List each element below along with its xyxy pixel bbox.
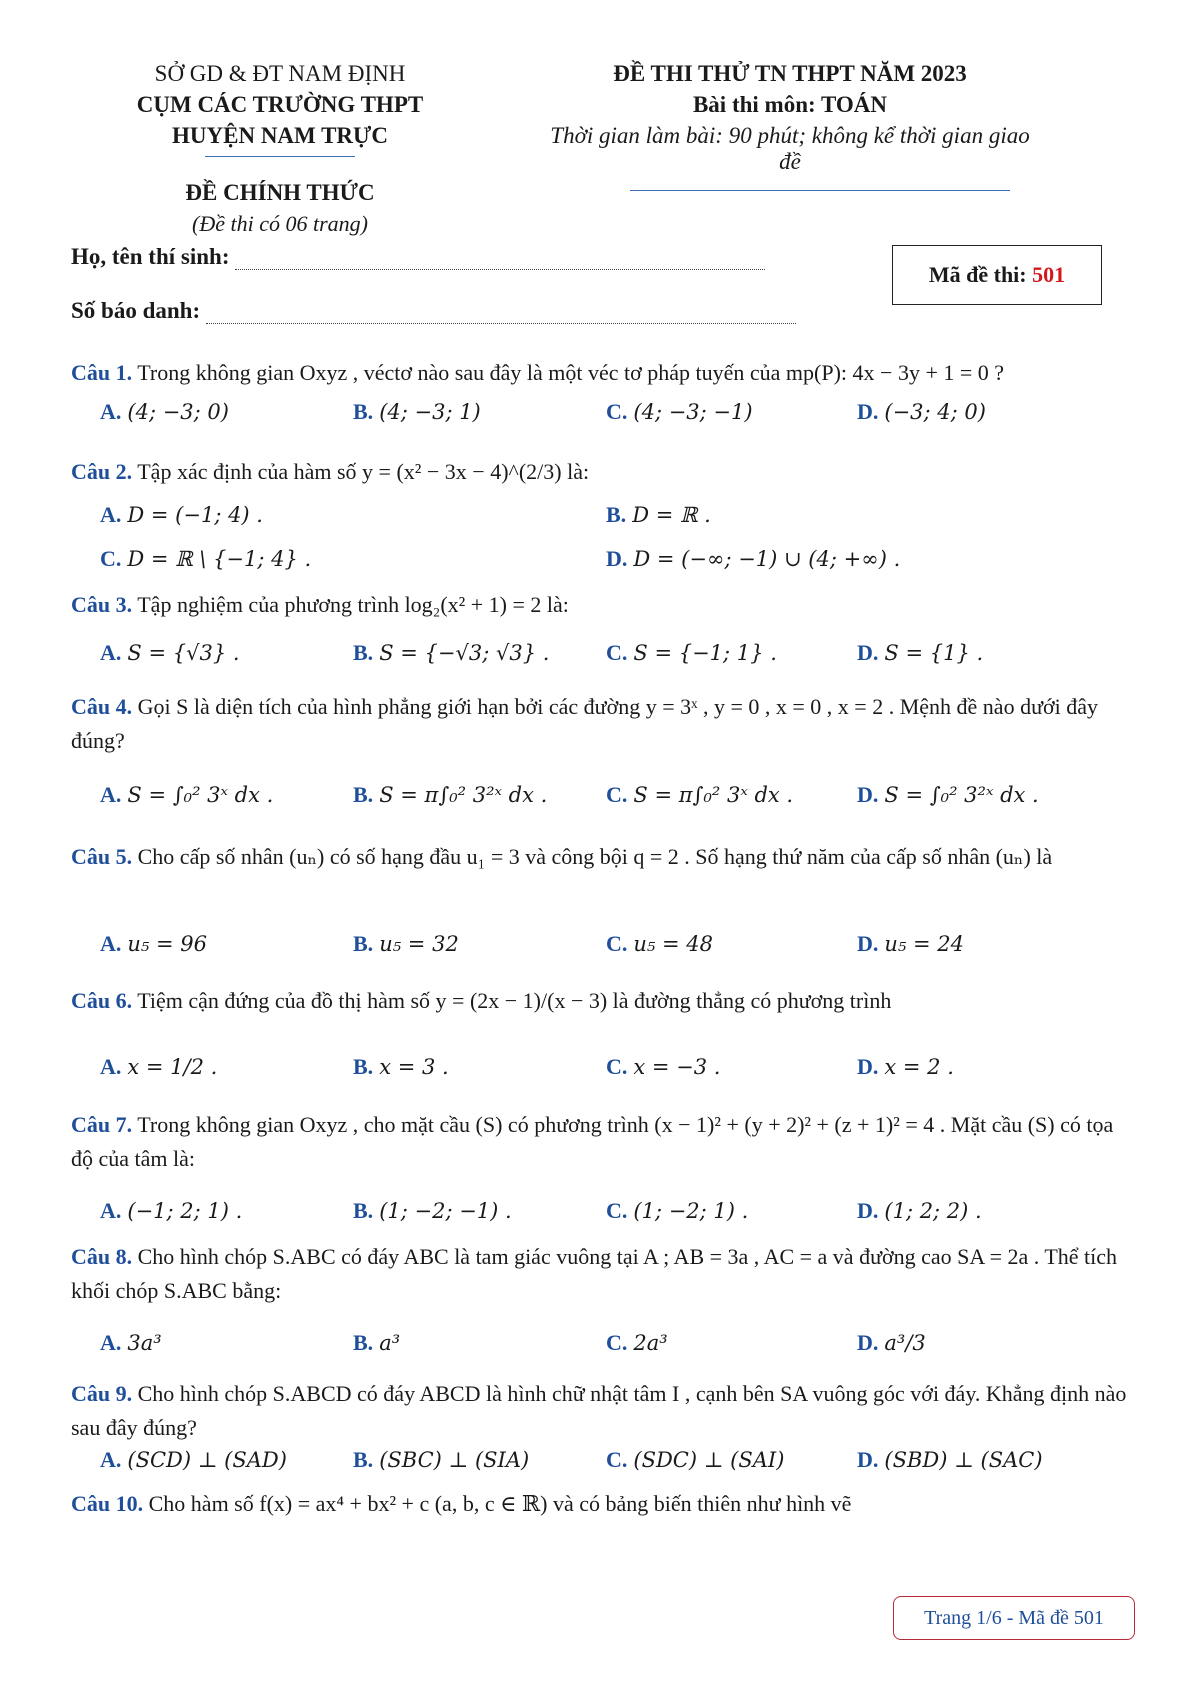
question-3 (71, 588, 1137, 622)
question-label: Câu 7. (71, 1112, 133, 1137)
question-text: Cho hàm số f(x) = ax⁴ + bx² + c (a, b, c ∈ ℝ) và có bảng biến thiên như hình vẽ (148, 1491, 852, 1516)
question-label: Câu 5. (71, 844, 133, 869)
q1-option-c[interactable]: C. (4; −3; −1) (606, 399, 753, 424)
q9-option-b[interactable]: B. (SBC) ⊥ (SIA) (353, 1447, 530, 1472)
school-header (100, 58, 460, 151)
question-text: Cho cấp số nhân (uₙ) có số hạng đầu u₁ = 3 và công bội q = 2 . Số hạng thứ năm của cấp số nhân (uₙ) là (137, 844, 1053, 869)
q7-option-d[interactable]: D. (1; 2; 2) . (857, 1198, 982, 1223)
q4-option-b[interactable]: B. S = π∫₀² 3²ˣ dx . (353, 782, 548, 807)
right-divider (630, 190, 1010, 191)
question-6 (71, 984, 1137, 1018)
exam-time: Thời gian làm bài: 90 phút; không kể thời gian giao (550, 123, 1030, 148)
question-text: Tiệm cận đứng của đồ thị hàm số y = (2x − 1)/(x − 3) là đường thẳng có phương trình (137, 988, 892, 1013)
q2-option-d[interactable]: D. D = (−∞; −1) ∪ (4; +∞) . (606, 546, 901, 571)
student-id-blank[interactable] (206, 305, 796, 324)
q9-option-d[interactable]: D. (SBD) ⊥ (SAC) (857, 1447, 1043, 1472)
q7-option-b[interactable]: B. (1; −2; −1) . (353, 1198, 512, 1223)
q1-option-d[interactable]: D. (−3; 4; 0) (857, 399, 986, 424)
student-id-field (71, 298, 796, 324)
question-text: Gọi S là diện tích của hình phẳng giới hạn bởi các đường y = 3ˣ , y = 0 , x = 0 , x = 2 . Mệnh đề nào dưới đây đúng? (71, 694, 1099, 753)
question-text: Cho hình chóp S.ABC có đáy ABC là tam giác vuông tại A ; AB = 3a , AC = a và đường cao SA = 2a . Thể tích khối chóp S.ABC bằng: (71, 1244, 1118, 1303)
question-text: Cho hình chóp S.ABCD có đáy ABCD là hình chữ nhật tâm I , cạnh bên SA vuông góc với đáy. Khẳng định nào sau đây đúng? (71, 1381, 1127, 1440)
page-footer: Trang 1/6 - Mã đề 501 (893, 1596, 1135, 1640)
q9-option-a[interactable]: A. (SCD) ⊥ (SAD) (100, 1447, 287, 1472)
student-name-label: Họ, tên thí sinh: (71, 244, 230, 269)
student-id-label: Số báo danh: (71, 298, 201, 323)
exam-time-cont: đề (779, 149, 801, 174)
district-name: HUYỆN NAM TRỰC (172, 123, 388, 148)
q6-option-a[interactable]: A. x = 1/2 . (100, 1054, 218, 1079)
question-text: Tập xác định của hàm số y = (x² − 3x − 4)^(2/3) là: (137, 459, 590, 484)
official-label: ĐỀ CHÍNH THỨC (185, 180, 375, 205)
exam-code-box (892, 245, 1102, 305)
page-count-note: (Đề thi có 06 trang) (192, 211, 368, 236)
question-text: Trong không gian Oxyz , cho mặt cầu (S) có phương trình (x − 1)² + (y + 2)² + (z + 1)² = 4 . Mặt cầu (S) có tọa độ của tâm là: (71, 1112, 1114, 1171)
question-label: Câu 8. (71, 1244, 133, 1269)
q9-option-c[interactable]: C. (SDC) ⊥ (SAI) (606, 1447, 785, 1472)
q4-option-d[interactable]: D. S = ∫₀² 3²ˣ dx . (857, 782, 1039, 807)
question-label: Câu 10. (71, 1491, 144, 1516)
question-10 (71, 1487, 1137, 1521)
q8-option-b[interactable]: B. a³ (353, 1330, 401, 1355)
exam-title: ĐỀ THI THỬ TN THPT NĂM 2023 (613, 61, 967, 86)
question-text: Tập nghiệm của phương trình log₂(x² + 1) = 2 là: (137, 592, 569, 617)
q2-option-c[interactable]: C. D = ℝ \ {−1; 4} . (100, 546, 312, 571)
student-name-field (71, 244, 765, 270)
q7-option-a[interactable]: A. (−1; 2; 1) . (100, 1198, 243, 1223)
q4-option-c[interactable]: C. S = π∫₀² 3ˣ dx . (606, 782, 794, 807)
school-cluster-name: CỤM CÁC TRƯỜNG THPT (136, 92, 424, 117)
question-7 (71, 1108, 1137, 1176)
question-label: Câu 2. (71, 459, 133, 484)
question-label: Câu 9. (71, 1381, 133, 1406)
q2-option-a[interactable]: A. D = (−1; 4) . (100, 502, 263, 527)
q5-option-d[interactable]: D. u₅ = 24 (857, 931, 965, 956)
exam-code-value: 501 (1032, 262, 1066, 287)
q8-option-d[interactable]: D. a³/3 (857, 1330, 926, 1355)
question-4 (71, 690, 1137, 758)
q6-option-b[interactable]: B. x = 3 . (353, 1054, 449, 1079)
q8-option-a[interactable]: A. 3a³ (100, 1330, 162, 1355)
question-label: Câu 6. (71, 988, 133, 1013)
q5-option-c[interactable]: C. u₅ = 48 (606, 931, 714, 956)
q3-option-b[interactable]: B. S = {−√3; √3} . (353, 640, 550, 665)
q6-option-d[interactable]: D. x = 2 . (857, 1054, 954, 1079)
question-label: Câu 1. (71, 360, 133, 385)
q4-option-a[interactable]: A. S = ∫₀² 3ˣ dx . (100, 782, 274, 807)
exam-subject: Bài thi môn: TOÁN (692, 92, 888, 117)
q1-option-b[interactable]: B. (4; −3; 1) (353, 399, 481, 424)
exam-header (500, 58, 1080, 173)
question-5 (71, 840, 1137, 874)
q5-option-b[interactable]: B. u₅ = 32 (353, 931, 459, 956)
q8-option-c[interactable]: C. 2a³ (606, 1330, 668, 1355)
exam-code-label: Mã đề thi: (928, 262, 1027, 287)
q1-option-a[interactable]: A. (4; −3; 0) (100, 399, 229, 424)
question-1 (71, 356, 1137, 390)
q3-option-a[interactable]: A. S = {√3} . (100, 640, 240, 665)
question-8 (71, 1240, 1137, 1308)
q3-option-d[interactable]: D. S = {1} . (857, 640, 984, 665)
q7-option-c[interactable]: C. (1; −2; 1) . (606, 1198, 749, 1223)
question-label: Câu 3. (71, 592, 133, 617)
question-label: Câu 4. (71, 694, 133, 719)
q3-option-c[interactable]: C. S = {−1; 1} . (606, 640, 777, 665)
q6-option-c[interactable]: C. x = −3 . (606, 1054, 721, 1079)
question-text: Trong không gian Oxyz , véctơ nào sau đây là một véc tơ pháp tuyến của mp(P): 4x − 3y + 1 = 0 ? (137, 360, 1005, 385)
q5-option-a[interactable]: A. u₅ = 96 (100, 931, 208, 956)
left-divider (205, 156, 355, 157)
student-name-blank[interactable] (235, 251, 765, 270)
question-2 (71, 455, 1137, 489)
department-name: SỞ GD & ĐT NAM ĐỊNH (154, 61, 406, 86)
question-9 (71, 1377, 1137, 1445)
q2-option-b[interactable]: B. D = ℝ . (606, 502, 711, 527)
